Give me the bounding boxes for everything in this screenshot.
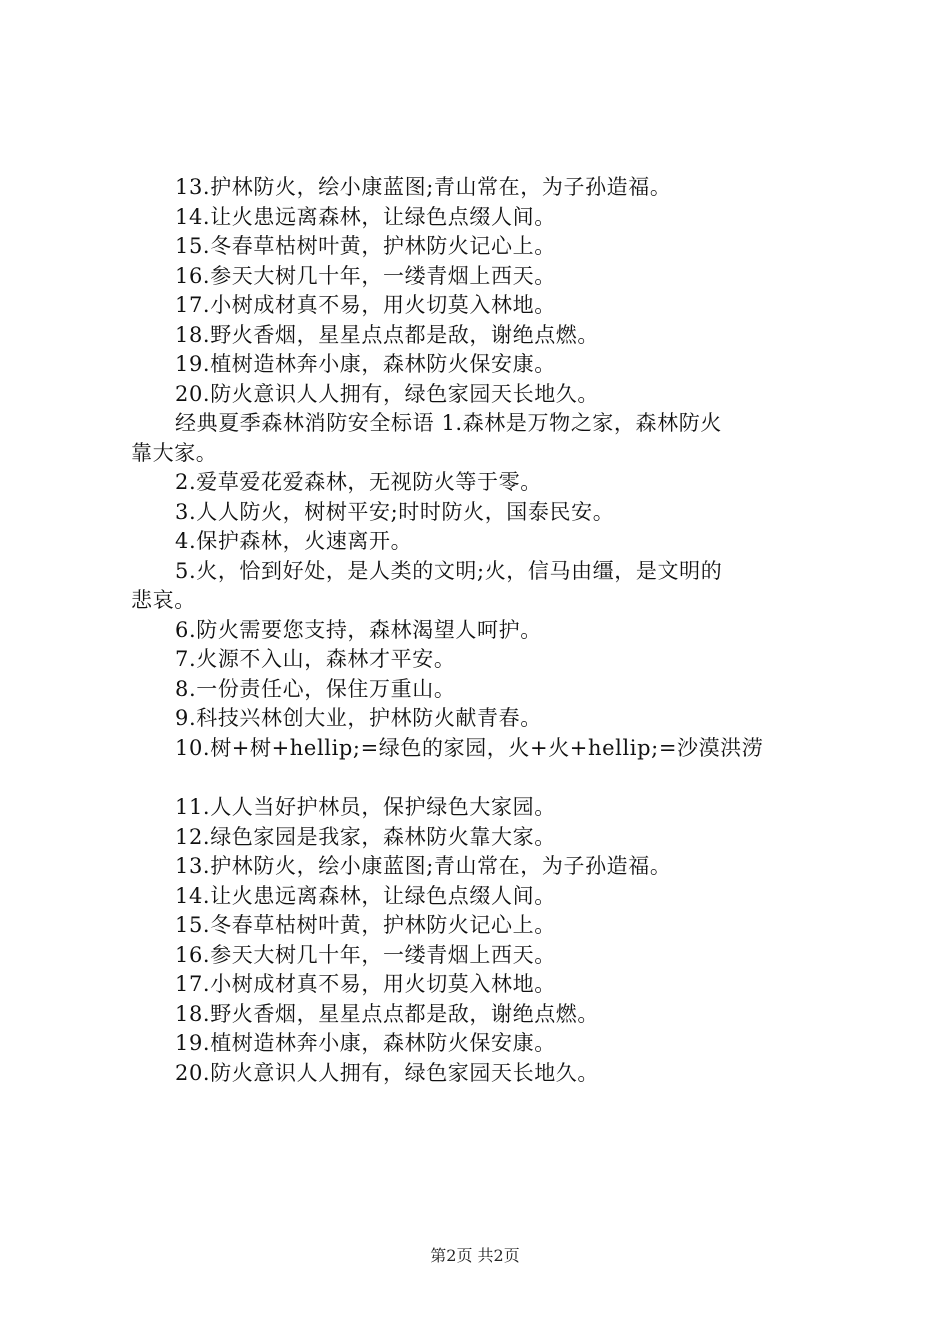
slogan-line: 4.保护森林，火速离开。 bbox=[175, 529, 413, 553]
slogan-line: 14.让火患远离森林，让绿色点缀人间。 bbox=[175, 883, 556, 908]
slogan-line: 7.火源不入山，森林才平安。 bbox=[175, 647, 456, 671]
slogan-line: 8.一份责任心，保住万重山。 bbox=[175, 676, 456, 701]
slogan-line: 12.绿色家园是我家，森林防火靠大家。 bbox=[175, 824, 556, 849]
slogan-line: 13.护林防火，绘小康蓝图;青山常在，为子孙造福。 bbox=[175, 854, 672, 878]
page-footer: 第2页 共2页 bbox=[430, 1246, 520, 1265]
slogan-line: 14.让火患远离森林，让绿色点缀人间。 bbox=[175, 204, 556, 229]
slogan-line: 15.冬春草枯树叶黄，护林防火记心上。 bbox=[175, 234, 556, 258]
slogan-line: 5.火，恰到好处，是人类的文明;火，信马由缰，是文明的 bbox=[175, 558, 723, 583]
slogan-line: 9.科技兴林创大业，护林防火献青春。 bbox=[175, 706, 542, 730]
slogan-line: 11.人人当好护林员，保护绿色大家园。 bbox=[175, 795, 556, 819]
slogan-line: 20.防火意识人人拥有，绿色家园天长地久。 bbox=[175, 1060, 599, 1085]
slogan-line: 17.小树成材真不易，用火切莫入林地。 bbox=[175, 972, 556, 996]
slogan-continuation: 悲哀。 bbox=[131, 588, 196, 612]
slogan-line: 17.小树成材真不易，用火切莫入林地。 bbox=[175, 293, 556, 317]
slogan-line: 20.防火意识人人拥有，绿色家园天长地久。 bbox=[175, 381, 599, 406]
slogan-line: 19.植树造林奔小康，森林防火保安康。 bbox=[175, 352, 556, 376]
document-body bbox=[131, 173, 836, 1088]
slogan-line: 18.野火香烟，星星点点都是敌，谢绝点燃。 bbox=[175, 1001, 599, 1026]
slogan-line: 19.植树造林奔小康，森林防火保安康。 bbox=[175, 1031, 556, 1055]
slogan-line: 18.野火香烟，星星点点都是敌，谢绝点燃。 bbox=[175, 322, 599, 347]
slogan-line: 3.人人防火，树树平安;时时防火，国泰民安。 bbox=[175, 499, 615, 524]
slogan-line: 10.树+树+hellip;=绿色的家园，火+火+hellip;=沙漠洪涝 bbox=[175, 735, 764, 760]
slogan-line: 16.参天大树几十年，一缕青烟上西天。 bbox=[175, 942, 556, 967]
section-heading-line: 经典夏季森林消防安全标语 1.森林是万物之家，森林防火 bbox=[175, 411, 722, 435]
slogan-line: 16.参天大树几十年，一缕青烟上西天。 bbox=[175, 263, 556, 288]
blank-line bbox=[131, 763, 836, 793]
slogan-line: 6.防火需要您支持，森林渴望人呵护。 bbox=[175, 617, 542, 642]
slogan-line: 15.冬春草枯树叶黄，护林防火记心上。 bbox=[175, 913, 556, 937]
slogan-line: 2.爱草爱花爱森林，无视防火等于零。 bbox=[175, 470, 542, 494]
slogan-line: 13.护林防火，绘小康蓝图;青山常在，为子孙造福。 bbox=[175, 175, 672, 199]
section-heading-continuation: 靠大家。 bbox=[131, 440, 218, 465]
